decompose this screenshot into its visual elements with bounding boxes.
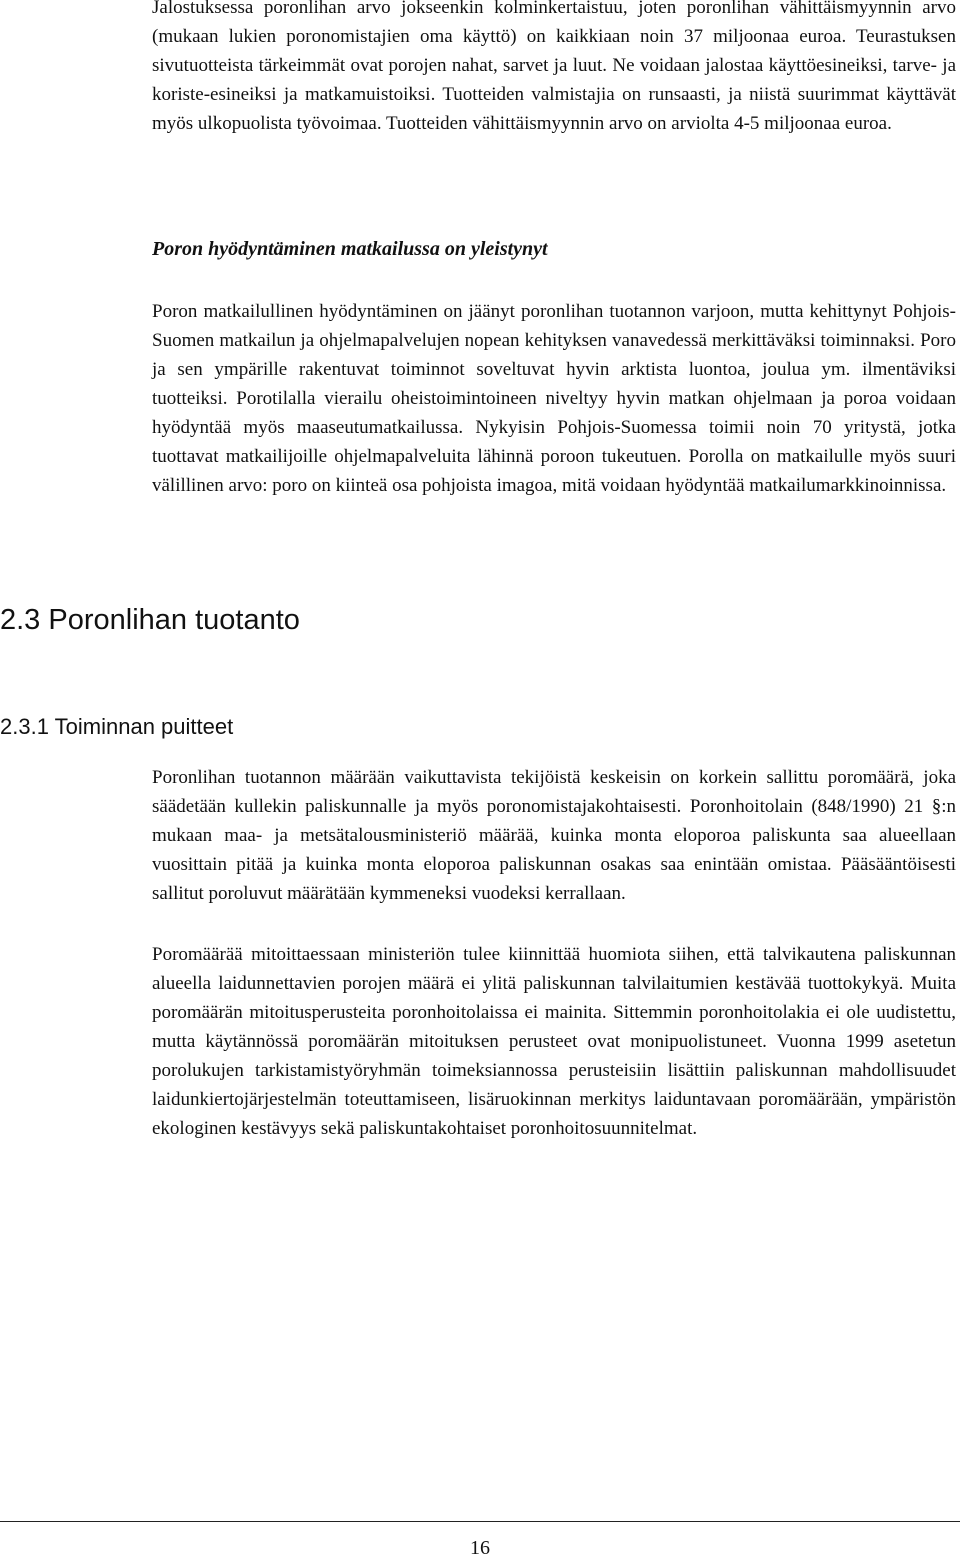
section-heading: 2.3 Poronlihan tuotanto — [0, 604, 300, 636]
page-number: 16 — [470, 1537, 490, 1559]
framework-paragraph: Poronlihan tuotannon määrään vaikuttavista tekijöistä keskeisin on korkein sallittu poromäärä, joka säädetään kullekin paliskunnalle ja myös poronomistajakohtaisesti. Poronhoitolain (848/1990) 21 §:n mukaan maa- ja metsätalousministeriö määrää, kuinka monta eloporoa paliskunta saa alueellaan vuosittain pitää ja kuinka monta eloporoa paliskunnan osakas saa enintään omistaa. Pääsääntöisesti sallitut poroluvut määrätään kymmeneksi vuodeksi kerrallaan. — [152, 767, 956, 904]
tourism-paragraph: Poron matkailullinen hyödyntäminen on jäänyt poronlihan tuotannon varjoon, mutta kehittynyt Pohjois-Suomen matkailun ja ohjelmapalvelujen nopean kehityksen vanavedessä merkittäväksi toiminnaksi. Poro ja sen ympärille rakentuvat toiminnot soveltuvat hyvin arktista luontoa, joulua ym. ilmentäviksi tuotteiksi. Porotilalla vierailu oheistoimintoineen niveltyy hyvin matkan ohjelmaan ja poroa voidaan hyödyntää myös maaseutumatkailussa. Nykyisin Pohjois-Suomessa toimii noin 70 yritystä, jotka tuottavat matkailijoille ohjelmapalveluita lähinnä poroon tukeutuen. Porolla on matkailulle myös suuri välillinen arvo: poro on kiinteä osa pohjoista imagoa, mitä voidaan hyödyntää matkailumarkkinoinnissa. — [152, 301, 956, 496]
subsection-heading: 2.3.1 Toiminnan puitteet — [0, 714, 234, 739]
reindeer-count-paragraph: Poromäärää mitoittaessaan ministeriön tulee kiinnittää huomiota siihen, että talvikautena paliskunnan alueella laidunnettavien porojen määrä ei ylitä paliskunnan talvilaitumien kestävää tuottokykyä. Muita poromäärän mitoitusperusteita poronhoitolaissa ei mainita. Sittemmin poronhoitolakia ei ole uudistettu, mutta käytännössä poromäärän mitoituksen perusteet ovat monipuolistuneet. Vuonna 1999 asetetun porolukujen tarkistamistyöryhmän toimeksiannossa perusteisiin lisättiin paliskunnan mahdollisuudet laidunkiertojärjestelmän toteuttamiseen, lisäruokinnan merkitys laiduntavaan poromäärään, ympäristön ekologinen kestävyys sekä paliskuntakohtaiset poronhoitosuunnitelmat. — [152, 944, 956, 1139]
footer-divider — [0, 1521, 960, 1522]
tourism-subheading: Poron hyödyntäminen matkailussa on yleistynyt — [152, 238, 548, 260]
intro-paragraph: Jalostuksessa poronlihan arvo jokseenkin kolminkertaistuu, joten poronlihan vähittäismyynnin arvo (mukaan lukien poronomistajien oma käyttö) on kaikkiaan noin 37 miljoonaa euroa. Teurastuksen sivutuotteista tärkeimmät ovat porojen nahat, sarvet ja luut. Ne voidaan jalostaa käyttöesineiksi, tarve- ja koriste-esineiksi ja matkamuistoiksi. Tuotteiden valmistajia on runsaasti, ja niistä suurimmat käyttävät myös ulkopuolista työvoimaa. Tuotteiden vähittäismyynnin arvo on arviolta 4-5 miljoonaa euroa. — [152, 0, 956, 134]
